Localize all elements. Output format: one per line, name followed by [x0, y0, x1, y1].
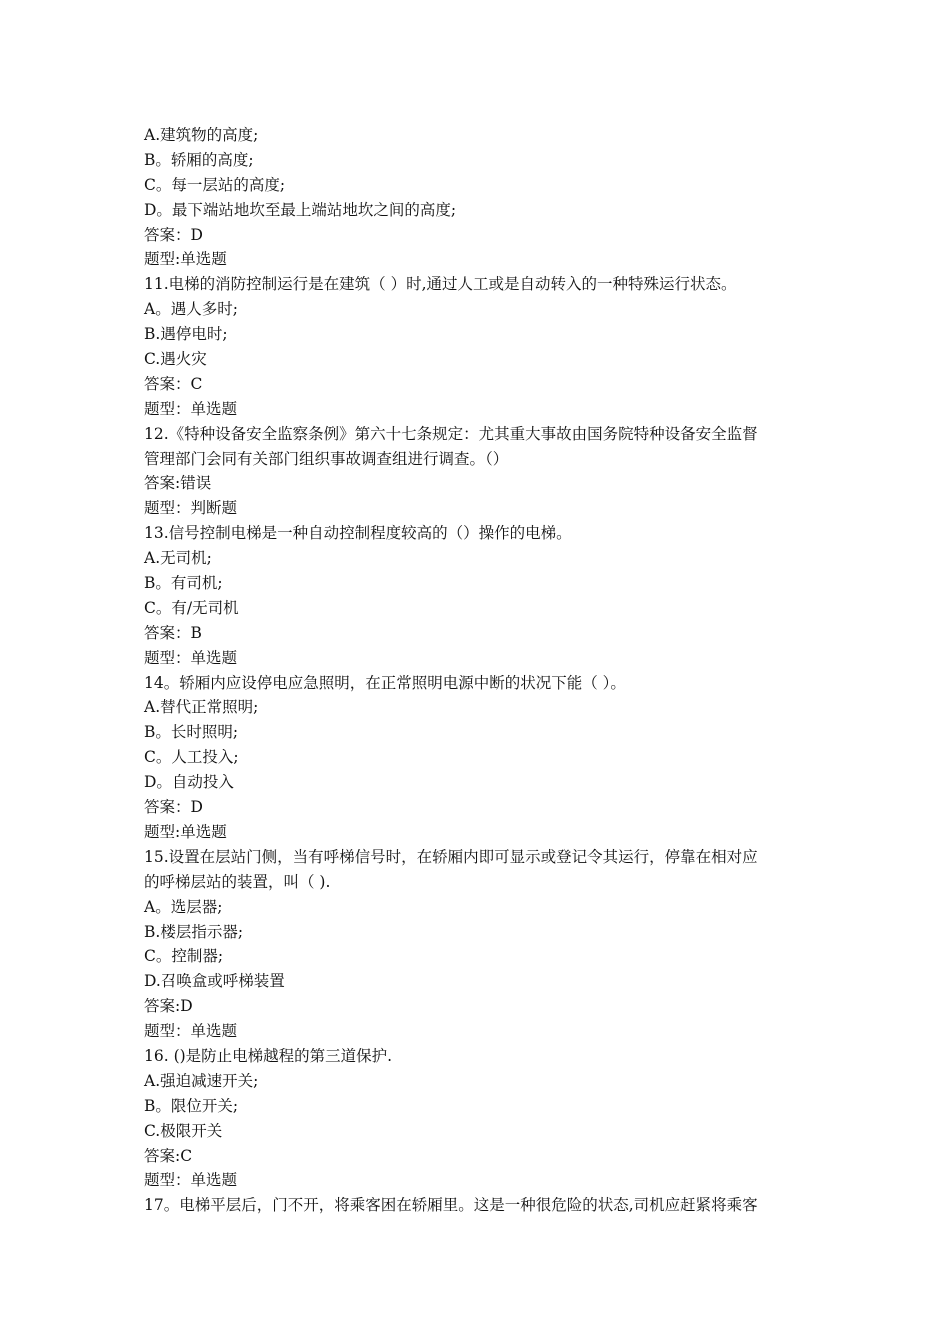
- question-16: 16. ()是防止电梯越程的第三道保护.: [144, 1046, 393, 1065]
- option-line: B.遇停电时;: [144, 325, 228, 344]
- option-line: C.极限开关: [144, 1121, 223, 1140]
- question-12-continued: 管理部门会同有关部门组织事故调查组进行调查。（）: [144, 449, 509, 468]
- question-type-line: 题型：单选题: [144, 1171, 238, 1190]
- question-type-line: 题型:单选题: [144, 250, 227, 269]
- answer-line: 答案：D: [144, 225, 203, 244]
- document-body: [144, 123, 812, 1218]
- option-line: A.强迫减速开关;: [144, 1071, 259, 1090]
- option-line: B.楼层指示器;: [144, 922, 244, 941]
- question-13: 13.信号控制电梯是一种自动控制程度较高的（）操作的电梯。: [144, 524, 572, 543]
- question-type-line: 题型:单选题: [144, 822, 227, 841]
- option-line: B。有司机;: [144, 574, 223, 593]
- option-line: C。有/无司机: [144, 598, 239, 617]
- option-line: B。轿厢的高度;: [144, 150, 254, 169]
- option-line: A.无司机;: [144, 549, 212, 568]
- option-line: B。限位开关;: [144, 1096, 239, 1115]
- answer-line: 答案:D: [144, 997, 193, 1016]
- option-line: C。控制器;: [144, 947, 224, 966]
- question-15: 15.设置在层站门侧，当有呼梯信号时，在轿厢内即可显示或登记令其运行，停靠在相对应: [144, 847, 758, 866]
- option-line: A.建筑物的高度;: [144, 126, 259, 144]
- question-type-line: 题型：单选题: [144, 1022, 238, 1041]
- question-17: 17。电梯平层后，门不开，将乘客困在轿厢里。这是一种很危险的状态,司机应赶紧将乘客: [144, 1196, 758, 1215]
- option-line: A。选层器;: [144, 897, 223, 916]
- question-14: 14。轿厢内应设停电应急照明，在正常照明电源中断的状况下能（ ）。: [144, 673, 626, 692]
- option-line: A。遇人多时;: [144, 300, 238, 319]
- answer-line: 答案：D: [144, 798, 203, 817]
- option-line: C。人工投入;: [144, 748, 239, 767]
- option-line: C.遇火灾: [144, 350, 207, 369]
- question-12: 12.《特种设备安全监察条例》第六十七条规定：尤其重大事故由国务院特种设备安全监督: [144, 424, 758, 443]
- question-type-line: 题型：单选题: [144, 648, 238, 667]
- question-type-line: 题型：判断题: [144, 499, 238, 518]
- question-11: 11.电梯的消防控制运行是在建筑（ ）时,通过人工或是自动转入的一种特殊运行状态。: [144, 275, 737, 294]
- question-15-continued: 的呼梯层站的装置，叫（ ).: [144, 872, 331, 891]
- option-line: B。长时照明;: [144, 723, 239, 742]
- option-line: D。最下端站地坎至最上端站地坎之间的高度;: [144, 200, 457, 219]
- option-line: C。每一层站的高度;: [144, 175, 286, 194]
- option-line: A.替代正常照明;: [144, 698, 259, 717]
- question-type-line: 题型：单选题: [144, 399, 238, 418]
- option-line: D.召唤盒或呼梯装置: [144, 972, 285, 991]
- answer-line: 答案:错误: [144, 474, 212, 493]
- answer-line: 答案：B: [144, 623, 202, 642]
- answer-line: 答案：C: [144, 374, 203, 393]
- option-line: D。自动投入: [144, 773, 234, 792]
- answer-line: 答案:C: [144, 1146, 193, 1165]
